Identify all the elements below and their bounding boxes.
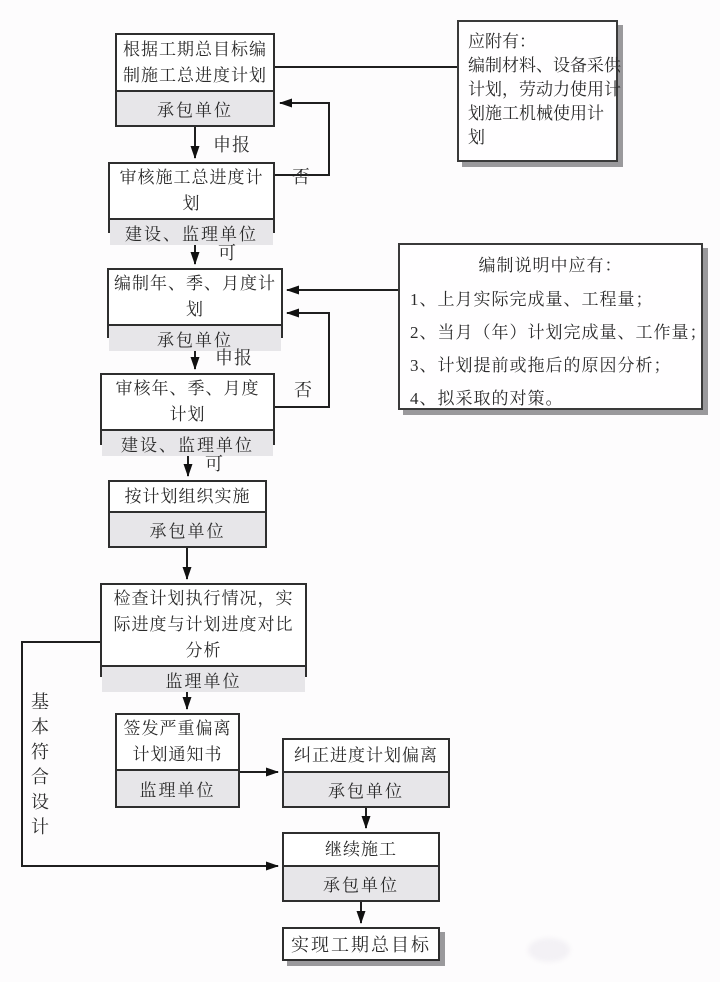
box-inspect-unit: 监理单位	[102, 665, 305, 692]
note-attachments-line: 计划，劳动力使用计	[468, 80, 621, 99]
box-inspect	[100, 583, 307, 691]
box-plan-total-title: 根据工期总目标编制施工总进度计划	[123, 39, 267, 85]
note-explanation-item: 4、拟采取的对策。	[410, 389, 564, 408]
note-explanation	[398, 243, 708, 410]
box-issue-notice	[115, 713, 240, 808]
box-plan-periodic	[107, 268, 283, 350]
box-plan-periodic-unit: 承包单位	[109, 324, 281, 351]
box-review-total-unit: 建设、监理单位	[110, 218, 273, 245]
note-explanation-item: 1、上月实际完成量、工程量；	[410, 290, 654, 309]
label-yes-1: 可	[218, 243, 237, 263]
box-review-periodic-title: 审核年、季、月度计划	[115, 379, 260, 424]
note-attachments-line: 划施工机械使用计	[468, 104, 604, 123]
box-review-periodic-unit: 建设、监理单位	[102, 429, 273, 456]
box-correct-deviation-unit: 承包单位	[284, 771, 448, 806]
box-issue-notice-title: 签发严重偏离计划通知书	[123, 719, 232, 764]
label-no-2: 否	[294, 380, 313, 400]
note-attachments	[457, 20, 621, 162]
box-continue-construction-unit: 承包单位	[284, 865, 438, 900]
box-inspect-title: 检查计划执行情况，实际进度与计划进度对比分析	[113, 589, 294, 660]
box-plan-periodic-title: 编制年、季、月度计划	[114, 274, 276, 319]
note-attachments-line: 编制材料、设备采供	[468, 56, 621, 75]
note-explanation-item: 2、当月（年）计划完成量、工作量；	[410, 323, 708, 342]
note-explanation-title: 编制说明中应有：	[478, 256, 623, 275]
note-attachments-line: 应附有：	[468, 32, 536, 51]
label-declare-2: 申报	[215, 348, 253, 368]
vertical-label-basic-conform: 基本符合设计	[29, 692, 49, 842]
box-issue-notice-unit: 监理单位	[117, 769, 238, 806]
box-goal: 实现工期总目标	[282, 927, 440, 961]
box-plan-total-unit: 承包单位	[117, 90, 273, 125]
box-implement-unit: 承包单位	[110, 511, 265, 546]
box-implement-title: 按计划组织实施	[124, 486, 251, 506]
box-implement	[108, 480, 267, 548]
box-review-total-title: 审核施工总进度计划	[119, 168, 264, 213]
note-attachments-line: 划	[468, 128, 485, 147]
box-correct-deviation	[282, 738, 450, 808]
box-continue-construction-title: 继续施工	[325, 839, 397, 859]
watermark-smudge	[528, 938, 570, 962]
label-yes-2: 可	[205, 454, 224, 474]
box-correct-deviation-title: 纠正进度计划偏离	[294, 745, 438, 765]
box-review-total	[108, 162, 275, 244]
label-no-1: 否	[292, 167, 311, 187]
note-explanation-item: 3、计划提前或拖后的原因分析；	[410, 356, 672, 375]
box-continue-construction	[282, 832, 440, 902]
box-review-periodic	[100, 373, 275, 455]
box-plan-total	[115, 33, 275, 127]
label-declare-1: 申报	[213, 135, 251, 155]
